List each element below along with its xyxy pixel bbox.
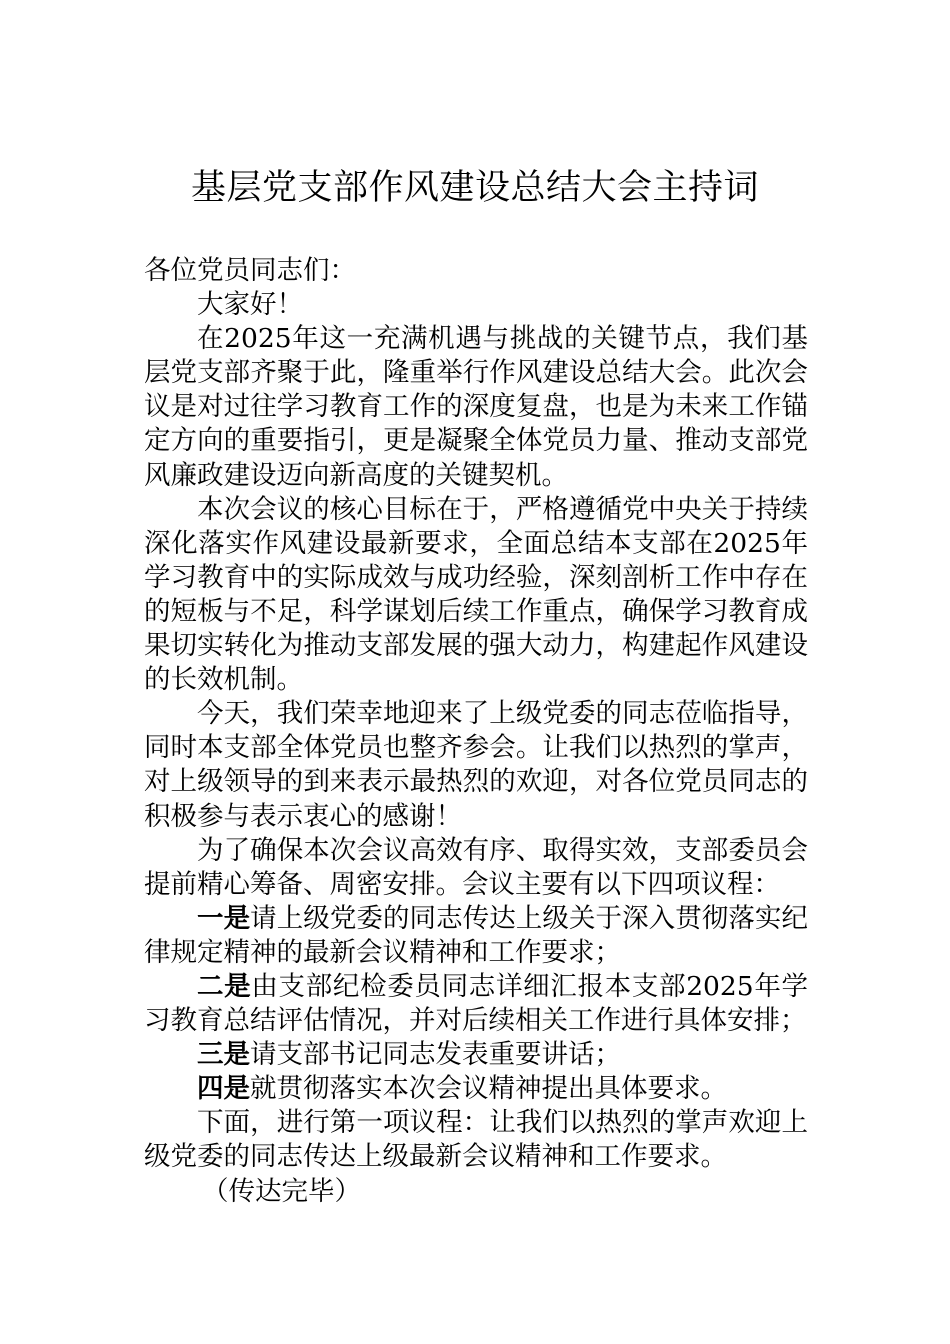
agenda-item-text: 请支部书记同志发表重要讲话； <box>250 1039 621 1071</box>
greeting: 大家好！ <box>197 289 303 321</box>
agenda-item-text: 请上级党委的同志传达上级关于深入贯彻落实纪律规定精神的最新会议精神和工作要求； <box>144 902 809 968</box>
paragraph-agenda-intro: 为了确保本次会议高效有序、取得实效，支部委员会提前精心筹备、周密安排。会议主要有以下四项议程： <box>144 834 808 900</box>
agenda-item-label: 二是 <box>197 970 252 1002</box>
paragraph-opening: 在2025年这一充满机遇与挑战的关键节点，我们基层党支部齐聚于此，隆重举行作风建设总结大会。此次会议是对过往学习教育工作的深度复盘，也是为未来工作锚定方向的重要指引，更是凝聚全体党员力量、推动支部党风廉政建设迈向新高度的关键契机。 <box>144 323 808 491</box>
salutation: 各位党员同志们： <box>144 255 356 286</box>
document-body <box>144 254 808 1209</box>
paragraph-first-agenda: 下面，进行第一项议程：让我们以热烈的掌声欢迎上级党委的同志传达上级最新会议精神和工作要求。 <box>144 1107 808 1173</box>
paragraph-objective: 本次会议的核心目标在于，严格遵循党中央关于持续深化落实作风建设最新要求，全面总结本支部在2025年学习教育中的实际成效与成功经验，深刻剖析工作中存在的短板与不足，科学谋划后续工作重点，确保学习教育成果切实转化为推动支部发展的强大动力，构建起作风建设的长效机制。 <box>144 493 808 696</box>
agenda-item-label: 一是 <box>197 902 251 934</box>
document-title: 基层党支部作风建设总结大会主持词 <box>190 168 759 208</box>
agenda-item-text: 就贯彻落实本次会议精神提出具体要求。 <box>250 1073 727 1105</box>
agenda-item-label: 三是 <box>197 1039 250 1071</box>
agenda-item <box>144 970 808 1038</box>
agenda-item <box>144 1038 808 1072</box>
stage-note: （传达完毕） <box>202 1175 361 1207</box>
paragraph-welcome: 今天，我们荣幸地迎来了上级党委的同志莅临指导，同时本支部全体党员也整齐参会。让我们以热烈的掌声，对上级领导的到来表示最热烈的欢迎，对各位党员同志的积极参与表示衷心的感谢！ <box>144 698 808 832</box>
agenda-item-text: 由支部纪检委员同志详细汇报本支部2025年学习教育总结评估情况，并对后续相关工作进行具体安排； <box>144 970 808 1037</box>
agenda-item <box>144 902 808 970</box>
agenda-item-label: 四是 <box>197 1073 250 1105</box>
agenda-item <box>144 1072 808 1106</box>
